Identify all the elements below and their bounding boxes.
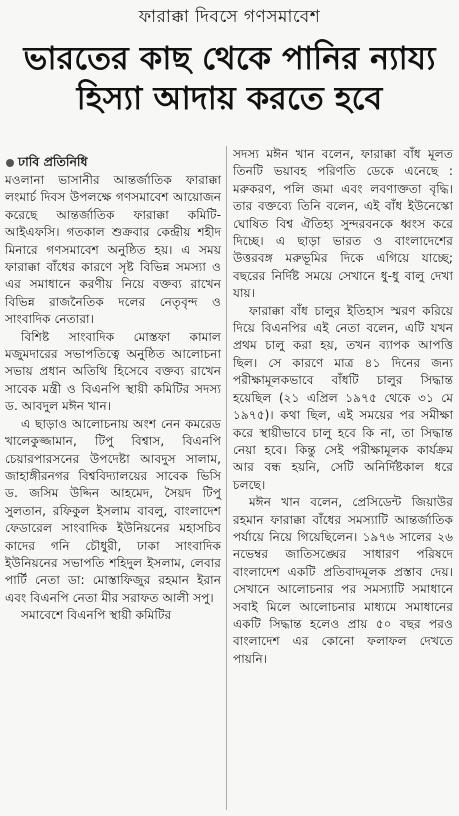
left-column [5, 172, 221, 625]
column-divider [226, 146, 227, 810]
byline [6, 154, 88, 174]
byline-text: ঢাবি প্রতিনিধি [18, 154, 88, 169]
paragraph: বিশিষ্ট সাংবাদিক মোস্তফা কামাল মজুমদারের সভাপতিত্বে অনুষ্ঠিত আলোচনা সভায় প্রধান অতিথি হিসেবে বক্তব্য রাখেন সাবেক মন্ত্রী ও বিএনপি স্থায়ী কমিটির সদস্য ড. আবদুল মঈন খান। [5, 329, 221, 414]
article-kicker: ফারাক্কা দিবসে গণসমাবেশ [138, 7, 321, 27]
right-column [233, 146, 453, 668]
paragraph: মওলানা ভাসানীর আন্তর্জাতিক ফারাক্কা লংমার্চ দিবস উপলক্ষে গণসমাবেশ আয়োজন করেছে আন্তর্জাতিক ফারাক্কা কমিটি-আইএফসি। গতকাল শুক্রবার কেন্দ্রীয় শহীদ মিনারে গণসমাবেশ অনুষ্ঠিত হয়। এ সময় ফারাক্কা বাঁধের কারণে সৃষ্ট বিভিন্ন সমস্যা ও এর সমাধানে করণীয় নিয়ে বক্তব্য রাখেন বিভিন্ন রাজনৈতিক দলের নেতৃবৃন্দ ও সাংবাদিক নেতারা। [5, 173, 221, 327]
paragraph: সদস্য মঈন খান বলেন, ফারাক্কা বাঁধ মূলত তিনটি ভয়াবহ পরিণতি ডেকে এনেছে : মরুকরণ, পলি জমা এবং লবণাক্ততা বৃদ্ধি। তার বক্তব্যে তিনি বলেন, এই বাঁধ ইউনেস্কো ঘোষিত বিশ্ব ঐতিহ্য সুন্দরবনকে ধ্বংস করে দিচ্ছে। এ ছাড়া ভারত ও বাংলাদেশের উত্তরবঙ্গ মরুভূমির দিকে এগিয়ে যাচ্ছে; বছরের নির্দিষ্ট সময়ে সেখানে ধু-ধু বালু দেখা যায়। [233, 147, 453, 301]
paragraph: মঈন খান বলেন, প্রেসিডেন্ট জিয়াউর রহমান ফারাক্কা বাঁধের সমস্যাটি আন্তর্জাতিক পর্যায়ে নিয়ে গিয়েছিলেন। ১৯৭৬ সালের ২৬ নভেম্বর জাতিসঙ্ঘের সাধারণ পরিষদে বাংলাদেশ একটি প্রতিবাদমূলক প্রস্তাব দেয়। সেখানে আলোচনার পর সমস্যাটি সমাধানে সবাই মিলে আলোচনার মাধ্যমে সমাধানের একটি সিদ্ধান্ত হলেও প্রায় ৫০ বছর পরও বাংলাদেশ এর কোনো ফলাফল দেখতে পায়নি। [233, 495, 453, 666]
bullet-icon [6, 159, 14, 167]
article-headline [0, 38, 459, 118]
headline-line-1: ভারতের কাছ থেকে পানির ন্যায্য [23, 39, 436, 77]
paragraph: এ ছাড়াও আলোচনায় অংশ নেন কমরেড খালেকুজ্জামান, টিপু বিশ্বাস, বিএনপি চেয়ারপারসনের উপদেষ্টা আবদুস সালাম, জাহাঙ্গীরনগর বিশ্ববিদ্যালয়ের সাবেক ভিসি ড. জসিম উদ্দিন আহমেদ, সৈয়দ টিপু সুলতান, রফিকুল ইসলাম বাবলু, বাংলাদেশ ফেডারেল সাংবাদিক ইউনিয়নের মহাসচিব কাদের গনি চৌধুরী, ঢাকা সাংবাদিক ইউনিয়নের সভাপতি শহিদুল ইসলাম, লেবার পার্টি নেতা ডা: মোস্তাফিজুর রহমান ইরান এবং বিএনপি নেতা মীর সরাফত আলী সপু। [5, 416, 221, 605]
paragraph: সমাবেশে বিএনপি স্থায়ী কমিটির [21, 608, 172, 623]
headline-line-2: হিস্যা আদায় করতে হবে [76, 79, 383, 117]
paragraph: ফারাক্কা বাঁধ চালুর ইতিহাস স্মরণ করিয়ে দিয়ে বিএনপির এই নেতা বলেন, এটি যখন প্রথম চালু করা হয়, তখন ব্যাপক আপত্তি ছিল। সে কারণে মাত্র ৪১ দিনের জন্য পরীক্ষামূলকভাবে বাঁধটি চালুর সিদ্ধান্ত হয়েছিল (২১ এপ্রিল ১৯৭৫ থেকে ৩১ মে ১৯৭৫)। কথা ছিল, এই সময়ের পর সমীক্ষা করে স্থায়ীভাবে চালু হবে কি না, তা সিদ্ধান্ত নেয়া হবে। কিন্তু সেই পরীক্ষামূলক কার্যক্রম আর বন্ধ হয়নি, সেটি অনির্দিষ্টকাল ধরে চলছে। [233, 303, 453, 492]
